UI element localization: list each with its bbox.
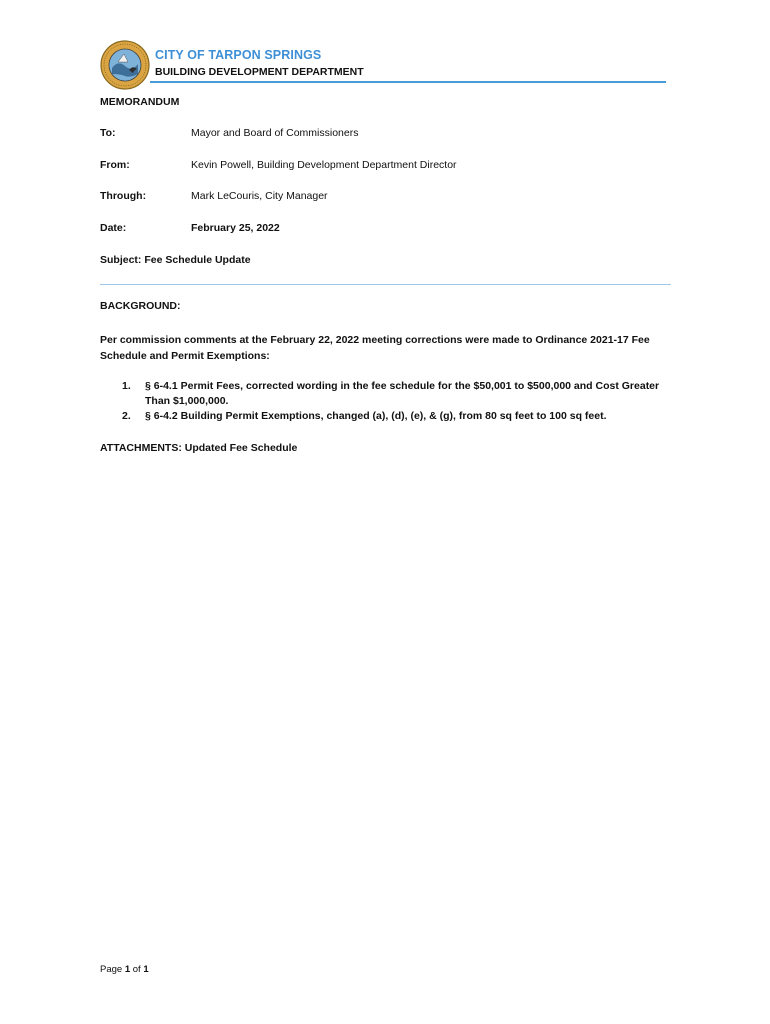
city-name: CITY OF TARPON SPRINGS: [155, 48, 322, 62]
date-value: February 25, 2022: [191, 222, 280, 234]
list-item-text: § 6-4.2 Building Permit Exemptions, changed (a), (d), (e), & (g), from 80 sq feet to 100 sq feet.: [145, 410, 607, 422]
list-item-text: § 6-4.1 Permit Fees, corrected wording in the fee schedule for the $50,001 to $500,000 and Cost Greater Than $1,000,000.: [145, 380, 660, 407]
list-item: [100, 379, 675, 409]
from-label: From:: [100, 159, 130, 171]
memo-heading: MEMORANDUM: [100, 96, 180, 108]
background-heading: BACKGROUND:: [100, 300, 181, 312]
list-item-number: 1.: [122, 380, 131, 392]
subject-line: Subject: Fee Schedule Update: [100, 254, 251, 266]
department-name: BUILDING DEVELOPMENT DEPARTMENT: [155, 66, 364, 78]
city-seal-icon: [100, 40, 150, 90]
to-label: To:: [100, 127, 116, 139]
body-divider: [100, 284, 671, 285]
page-prefix: Page: [100, 964, 125, 975]
list-item: [100, 409, 675, 424]
date-label: Date:: [100, 222, 127, 234]
through-label: Through:: [100, 190, 147, 202]
to-value: Mayor and Board of Commissioners: [191, 127, 359, 139]
page-of: of: [130, 964, 144, 975]
attachments-line: ATTACHMENTS: Updated Fee Schedule: [100, 442, 298, 454]
header-divider: [150, 81, 666, 83]
through-value: Mark LeCouris, City Manager: [191, 190, 328, 202]
from-value: Kevin Powell, Building Development Department Director: [191, 159, 457, 171]
page-current: 1: [124, 964, 131, 975]
page-total: 1: [143, 964, 149, 975]
background-paragraph: Per commission comments at the February 22, 2022 meeting corrections were made to Ordinance 2021-17 Fee Schedule and Permit Exemptions:: [100, 334, 650, 362]
list-item-number: 2.: [122, 410, 131, 422]
page-footer: [100, 964, 149, 975]
corrections-list: [100, 379, 675, 424]
